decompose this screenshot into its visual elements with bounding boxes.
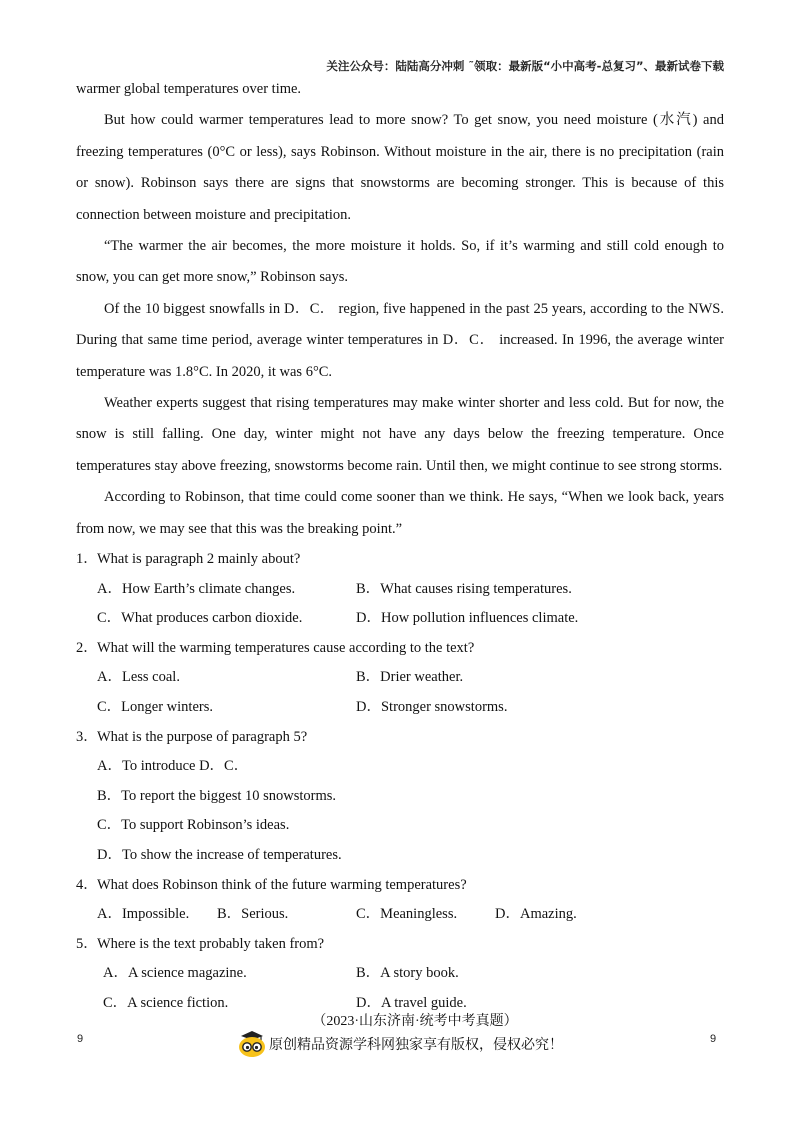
question-text: What is the purpose of paragraph 5? (97, 728, 308, 745)
option-a: A．To introduce D．C． (97, 758, 249, 775)
question-4 (76, 871, 724, 901)
question-text: What will the warming temperatures cause according to the text? (97, 639, 475, 656)
copyright-text: 原创精品资源学科网独家享有版权，侵权必究！ (269, 1037, 563, 1053)
question-number: 1． (76, 551, 98, 568)
question-2 (76, 634, 724, 664)
option-a: A．How Earth’s climate changes. (97, 580, 296, 597)
option-d: D．Amazing. (495, 906, 577, 923)
option-b: B．Serious. (217, 906, 289, 923)
copyright-footer (237, 1030, 563, 1058)
question-number: 3． (76, 728, 98, 745)
passage-paragraph: Weather experts suggest that rising temperatures may make winter shorter and less cold. But for now, the snow is still falling. One day, winter might not have any days below the freezing temperature. Once temperatures stay above freezing, snowstorms become rain. Until then, we might continue to see strong storms. (76, 395, 724, 474)
option-c: C．To support Robinson’s ideas. (97, 817, 290, 834)
option-d: D．A travel guide. (356, 995, 467, 1011)
options-row (76, 900, 724, 930)
options-row (76, 604, 724, 634)
option-b: B．A story book. (356, 965, 459, 982)
option-c: C．Longer winters. (97, 699, 213, 716)
document-body (76, 74, 724, 1019)
option-c: C．What produces carbon dioxide. (97, 610, 303, 627)
question-3 (76, 723, 724, 753)
question-number: 4． (76, 876, 98, 893)
question-number: 5． (76, 935, 98, 952)
option-d: D．How pollution influences climate. (356, 610, 579, 627)
question-1 (76, 545, 724, 575)
option-a: A．A science magazine. (103, 965, 247, 982)
option-c: C．A science fiction. (103, 995, 229, 1011)
options-row (76, 693, 724, 723)
options-row (76, 663, 724, 693)
question-text: What does Robinson think of the future warming temperatures? (97, 876, 467, 893)
question-number: 2． (76, 639, 98, 656)
passage-paragraph: Of the 10 biggest snowfalls in D．C． region, five happened in the past 25 years, according to the NWS. During that same time period, average winter temperatures in D．C． increased. In 1996, the average winter temperature was 1.8°C. In 2020, it was 6°C. (76, 300, 724, 380)
passage-paragraph: According to Robinson, that time could come sooner than we think. He says, “When we look back, years from now, we may see that this was the breaking point.” (76, 489, 724, 537)
question-text: Where is the text probably taken from? (97, 935, 325, 952)
owl-logo-icon (237, 1030, 267, 1058)
option-b: B．To report the biggest 10 snowstorms. (97, 787, 337, 804)
question-5 (76, 930, 724, 960)
page-number-right: 9 (710, 1033, 717, 1045)
option-b: B．What causes rising temperatures. (356, 580, 572, 597)
passage-paragraph: But how could warmer temperatures lead to more snow? To get snow, you need moisture (水汽) and freezing temperatures (0°C or less), says Robinson. Without moisture in the air, there is no precipitation (rain or snow). Robinson says there are signs that snowstorms are becoming stronger. This is because of this connection between moisture and precipitation. (76, 112, 724, 223)
option-d: D．To show the increase of temperatures. (97, 847, 342, 864)
option-c: C．Meaningless. (356, 906, 458, 923)
option-d: D．Stronger snowstorms. (356, 699, 508, 716)
question-text: What is paragraph 2 mainly about? (97, 551, 301, 568)
question-source: （2023·山东济南·统考中考真题） (312, 1014, 518, 1029)
options-row (76, 575, 724, 605)
passage-paragraph: warmer global temperatures over time. (76, 81, 302, 97)
page-header: 关注公众号：陆陆高分冲刺 ˜领取：最新版“小中高考-总复习”、最新试卷下载 (326, 59, 724, 73)
page-number-left: 9 (77, 1033, 84, 1045)
passage-paragraph: “The warmer the air becomes, the more moisture it holds. So, if it’s warming and still cold enough to snow, you can get more snow,” Robinson says. (76, 238, 724, 286)
option-a: A．Impossible. (97, 906, 190, 923)
option-a: A．Less coal. (97, 669, 180, 686)
options-row (76, 959, 724, 989)
option-b: B．Drier weather. (356, 669, 464, 686)
